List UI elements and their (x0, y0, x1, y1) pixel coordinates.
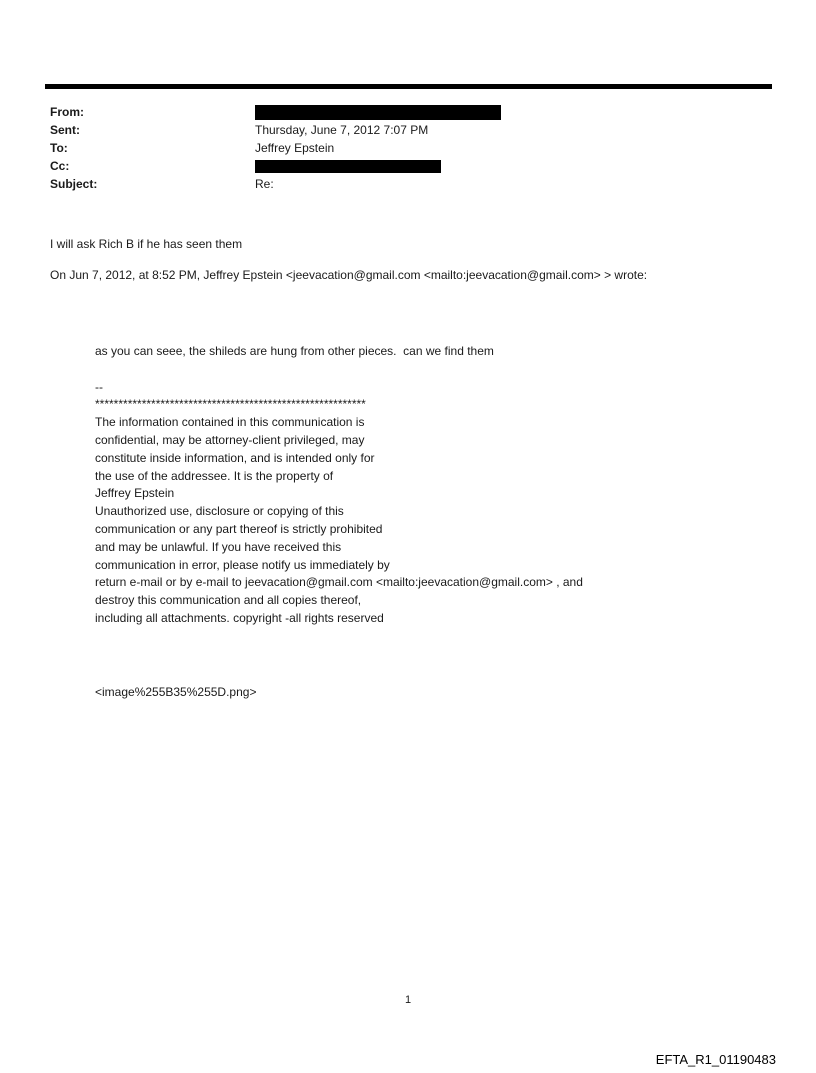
page-number: 1 (404, 994, 412, 1006)
sent-value: Thursday, June 7, 2012 7:07 PM (255, 123, 429, 137)
disclaimer-line: communication or any part thereof is strictly prohibited (95, 521, 383, 536)
from-value-redaction-bar (255, 105, 501, 120)
disclaimer-line: communication in error, please notify us immediately by (95, 557, 390, 572)
sent-label: Sent: (50, 123, 80, 137)
quoted-email-block (95, 343, 735, 628)
quoted-email-attribution-line: On Jun 7, 2012, at 8:52 PM, Jeffrey Epstein <jeevacation@gmail.com <mailto:jeevacation@gmail.com> > wrote: (50, 268, 648, 282)
inline-image-placeholder-text: <image%255B35%255D.png> (95, 685, 257, 699)
disclaimer-line: the use of the addressee. It is the property of (95, 468, 334, 483)
from-label: From: (50, 105, 84, 119)
disclaimer-line: confidential, may be attorney-client privileged, may (95, 432, 365, 447)
header-row-to (50, 139, 770, 157)
disclaimer-line: destroy this communication and all copies thereof, (95, 593, 362, 608)
disclaimer-line: Unauthorized use, disclosure or copying of this (95, 504, 344, 519)
subject-value: Re: (255, 177, 274, 191)
header-row-from (50, 103, 770, 121)
email-header-block (50, 103, 770, 193)
subject-label: Subject: (50, 177, 98, 191)
header-row-cc (50, 157, 770, 175)
asterisk-divider-line: ********************************************************** (95, 397, 366, 412)
header-divider-rule (45, 84, 772, 89)
disclaimer-line: Jeffrey Epstein (95, 486, 175, 501)
header-row-sent (50, 121, 770, 139)
to-label: To: (50, 141, 68, 155)
disclaimer-line: The information contained in this communication is (95, 415, 365, 430)
email-body-text: I will ask Rich B if he has seen them (50, 237, 243, 251)
disclaimer-line: and may be unlawful. If you have received this (95, 539, 342, 554)
header-row-subject (50, 175, 770, 193)
disclaimer-line: including all attachments. copyright -all rights reserved (95, 610, 384, 625)
quoted-message-text: as you can seee, the shileds are hung from other pieces. can we find them (95, 344, 494, 358)
cc-value-redaction-bar (255, 160, 441, 173)
bates-number: EFTA_R1_01190483 (655, 1052, 776, 1067)
disclaimer-line: return e-mail or by e-mail to jeevacation@gmail.com <mailto:jeevacation@gmail.com> , and (95, 575, 583, 590)
to-value: Jeffrey Epstein (255, 141, 335, 155)
cc-label: Cc: (50, 159, 70, 173)
blank-line (95, 361, 735, 379)
signature-dashes: -- (95, 379, 103, 394)
disclaimer-line: constitute inside information, and is intended only for (95, 450, 375, 465)
